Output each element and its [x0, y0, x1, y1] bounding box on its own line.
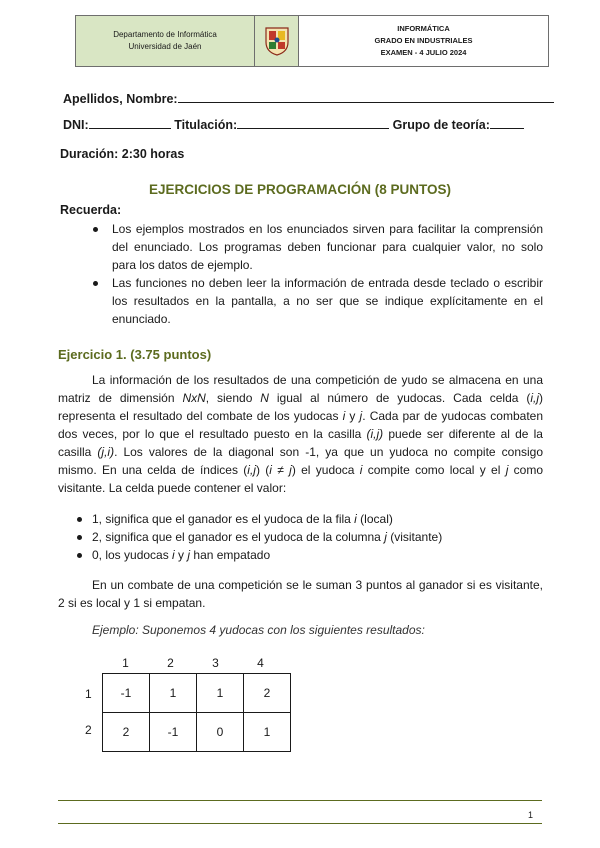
list-item: Las funciones no deben leer la información de entrada desde teclado o escribir los resultados en la pantalla, a no ser que se indique explícitamente en el enunciado.	[112, 274, 543, 328]
duration: Duración: 2:30 horas	[60, 147, 185, 161]
course-cell	[299, 16, 548, 66]
exercise-intro: La información de los resultados de una competición de yudo se almacena en una matriz de dimensión NxN, siendo N igual al número de yudocas. Cada celda (i,j) representa el resultado del combate de los yudocas i y j. Cada par de yudocas combaten dos veces, por lo que el resultado puesto en la casilla (i,j) puede ser diferente al de la casilla (j,i). Los valores de la diagonal son -1, ya que un yudoca no compite consigo mismo. En una celda de índices (i,j) (i ≠ j) el yudoca i compite como local y el j como visitante. La celda puede contener el valor:	[58, 373, 544, 495]
list-item: 1, significa que el ganador es el yudoca de la fila i (local)	[92, 510, 532, 528]
name-field[interactable]	[178, 90, 554, 103]
dni-label: DNI:	[63, 118, 89, 132]
course-subject: INFORMÁTICA	[397, 24, 450, 33]
table-row	[103, 674, 291, 713]
titulacion-field[interactable]	[237, 116, 389, 129]
results-table	[102, 673, 291, 752]
department-name: Departamento de Informática	[113, 30, 217, 39]
exercise-title: Ejercicio 1. (3.75 puntos)	[58, 347, 212, 362]
footer-divider	[58, 800, 542, 801]
table-row	[103, 713, 291, 752]
university-name: Universidad de Jaén	[128, 42, 202, 51]
table-col-headers	[103, 654, 283, 672]
main-title: EJERCICIOS DE PROGRAMACIÓN (8 PUNTOS)	[148, 182, 452, 197]
table-cell: 0	[197, 713, 244, 752]
scoring-paragraph: En un combate de una competición se le suman 3 puntos al ganador si es visitante, 2 si es local y 1 si empatan.	[58, 578, 543, 610]
table-cell: 1	[197, 674, 244, 713]
col-header: 1	[122, 656, 129, 670]
col-header: 2	[167, 656, 174, 670]
table-cell: 2	[103, 713, 150, 752]
apellidos-label: Apellidos, Nombre:	[63, 92, 178, 106]
page-number: 1	[528, 810, 534, 820]
recuerda-label: Recuerda:	[60, 203, 122, 217]
department-cell	[76, 16, 255, 66]
bullet-icon	[77, 517, 82, 522]
id-line	[63, 116, 524, 132]
titulacion-label: Titulación:	[174, 118, 238, 132]
grupo-label: Grupo de teoría:	[392, 118, 490, 132]
col-header: 4	[257, 656, 264, 670]
name-line	[63, 90, 554, 106]
exam-date: EXAMEN - 4 JULIO 2024	[380, 48, 467, 57]
bullet-icon	[77, 535, 82, 540]
dni-field[interactable]	[89, 116, 171, 129]
table-cell: -1	[150, 713, 197, 752]
bullet-icon	[93, 281, 98, 286]
footer-divider	[58, 823, 542, 824]
bullet-icon	[93, 227, 98, 232]
table-cell: -1	[103, 674, 150, 713]
university-crest-icon	[264, 26, 290, 56]
table-cell: 2	[244, 674, 291, 713]
row-header: 2	[85, 723, 92, 737]
course-degree: GRADO EN INDUSTRIALES	[374, 36, 473, 45]
col-header: 3	[212, 656, 219, 670]
logo-cell	[255, 16, 299, 66]
example-caption: Ejemplo: Suponemos 4 yudocas con los siguientes resultados:	[92, 623, 425, 637]
values-list	[92, 510, 532, 564]
list-item: 2, significa que el ganador es el yudoca de la columna j (visitante)	[92, 528, 532, 546]
table-cell: 1	[244, 713, 291, 752]
list-item: Los ejemplos mostrados en los enunciados sirven para facilitar la comprensión del enunciado. Los programas deben funcionar para cualquier valor, no solo para los datos de ejemplo.	[112, 220, 543, 274]
list-item: 0, los yudocas i y j han empatado	[92, 546, 532, 564]
exam-header	[75, 15, 549, 67]
row-header: 1	[85, 687, 92, 701]
grupo-field[interactable]	[490, 116, 524, 129]
table-cell: 1	[150, 674, 197, 713]
recuerda-list	[112, 220, 543, 328]
bullet-icon	[77, 553, 82, 558]
